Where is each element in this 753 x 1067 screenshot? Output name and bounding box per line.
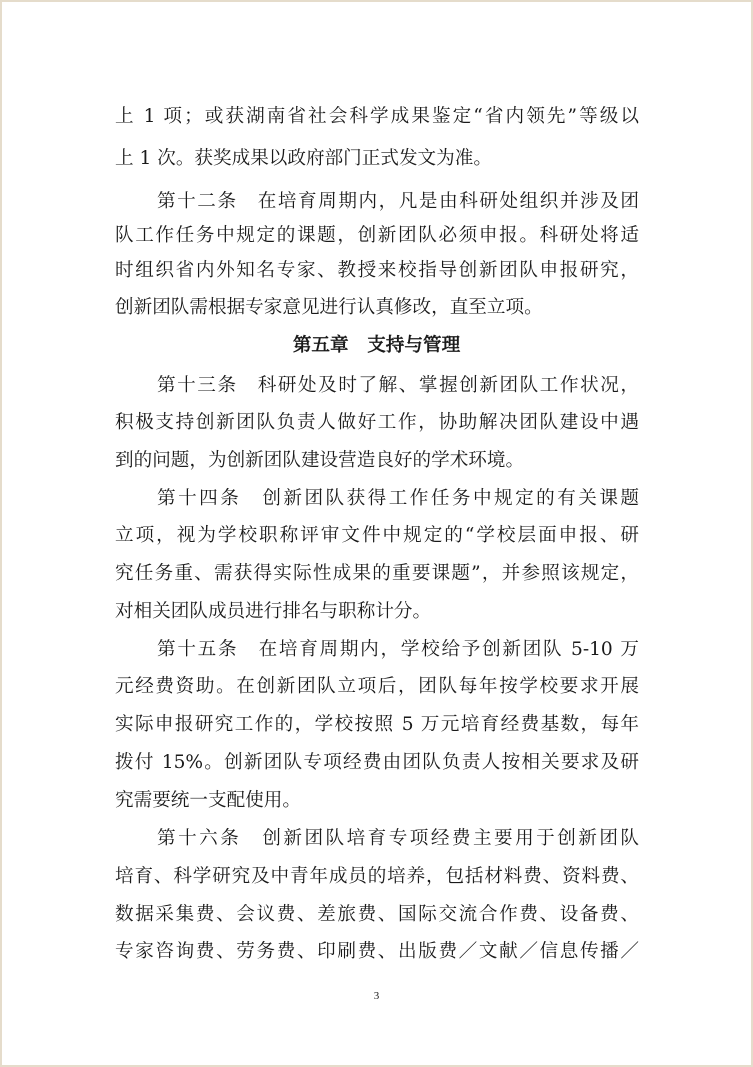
page-number: 3 <box>373 990 380 1002</box>
text-line: 队工作任务中规定的课题，创新团队必须申报。科研处将适 <box>115 225 639 246</box>
text-line: 数据采集费、会议费、差旅费、国际交流合作费、设备费、 <box>115 904 639 925</box>
text-line: 对相关团队成员进行排名与职称计分。 <box>115 601 432 622</box>
text-line: 究任务重、需获得实际性成果的重要课题”，并参照该规定， <box>115 563 639 584</box>
text-line: 到的问题，为创新团队建设营造良好的学术环境。 <box>115 450 525 471</box>
text-line: 上 1 项；或获湖南省社会科学成果鉴定“省内领先”等级以 <box>115 106 639 127</box>
text-line: 立项，视为学校职称评审文件中规定的“学校层面申报、研 <box>115 525 639 546</box>
text-line: 创新团队需根据专家意见进行认真修改，直至立项。 <box>115 297 543 318</box>
text-line: 培育、科学研究及中青年成员的培养，包括材料费、资料费、 <box>115 866 639 887</box>
text-line: 专家咨询费、劳务费、印刷费、出版费／文献／信息传播／ <box>115 941 639 962</box>
text-line: 第十三条 科研处及时了解、掌握创新团队工作状况， <box>157 375 639 396</box>
text-line: 积极支持创新团队负责人做好工作，协助解决团队建设中遇 <box>115 412 639 433</box>
text-line: 第十六条 创新团队培育专项经费主要用于创新团队 <box>157 828 639 849</box>
text-line: 究需要统一支配使用。 <box>115 790 301 811</box>
body-text <box>2 2 751 1065</box>
text-line: 上 1 次。获奖成果以政府部门正式发文为准。 <box>115 148 492 169</box>
text-line: 第十四条 创新团队获得工作任务中规定的有关课题 <box>157 488 639 509</box>
text-line: 时组织省内外知名专家、教授来校指导创新团队申报研究， <box>115 260 639 281</box>
text-line: 第十五条 在培育周期内，学校给予创新团队 5-10 万 <box>157 639 639 660</box>
text-line: 第十二条 在培育周期内，凡是由科研处组织并涉及团 <box>157 191 639 212</box>
text-line: 实际申报研究工作的，学校按照 5 万元培育经费基数，每年 <box>115 714 639 735</box>
chapter-heading: 第五章 支持与管理 <box>292 335 461 356</box>
text-line: 元经费资助。在创新团队立项后，团队每年按学校要求开展 <box>115 676 639 697</box>
text-line: 拨付 15%。创新团队专项经费由团队负责人按相关要求及研 <box>115 752 639 773</box>
